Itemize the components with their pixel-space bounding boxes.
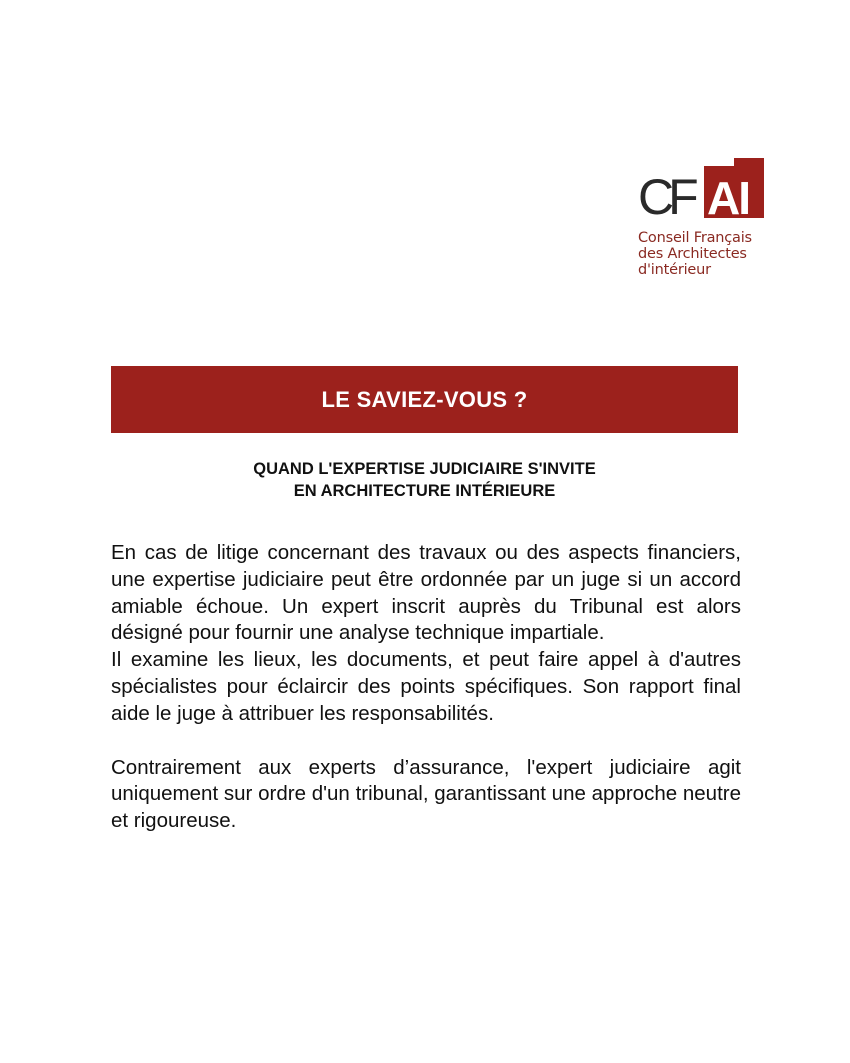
banner-title: LE SAVIEZ-VOUS ? <box>111 366 738 433</box>
logo-ai-letters: AI <box>707 172 749 218</box>
subtitle-line-2: EN ARCHITECTURE INTÉRIEURE <box>293 482 556 500</box>
cfai-logo <box>638 158 768 278</box>
subtitle <box>111 458 738 502</box>
body-text <box>111 540 741 835</box>
logo-caption-line-3: d'intérieur <box>638 262 711 278</box>
subtitle-line-1: QUAND L'EXPERTISE JUDICIAIRE S'INVITE <box>253 460 596 478</box>
logo-caption-line-2: des Architectes <box>638 246 747 262</box>
paragraph-1-part-2: Il examine les lieux, les documents, et peut faire appel à d'autres spécialistes pour éclaircir des points spécifiques. Son rapport final aide le juge à attribuer les responsabilités. <box>111 648 741 725</box>
paragraph-1-part-1: En cas de litige concernant des travaux ou des aspects financiers, une expertise judiciaire peut être ordonnée par un juge si un accord amiable échoue. Un expert inscrit auprès du Tribunal est alors désigné pour fournir une analyse technique impartiale. <box>111 541 741 645</box>
cfai-logo-mark <box>638 158 764 218</box>
logo-caption-line-1: Conseil Français <box>638 230 752 246</box>
logo-caption <box>638 230 768 278</box>
logo-cf-letters: CF <box>638 169 693 218</box>
paragraph-1 <box>111 540 741 728</box>
paragraph-2: Contrairement aux experts d’assurance, l'expert judiciaire agit uniquement sur ordre d'un tribunal, garantissant une approche neutre et rigoureuse. <box>111 755 741 833</box>
